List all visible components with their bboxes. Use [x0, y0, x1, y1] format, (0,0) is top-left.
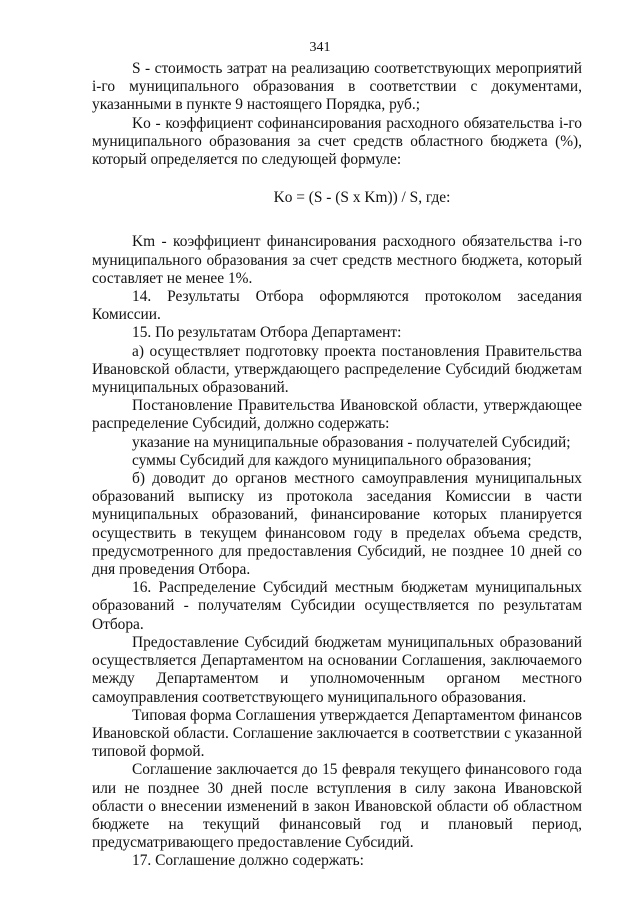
paragraph-15-a: а) осуществляет подготовку проекта постановления Правительства Ивановской области, утверждающего распределение Субсидий бюджетам муниципальных образований.: [92, 342, 582, 397]
paragraph-15-resolution: Постановление Правительства Ивановской области, утверждающее распределение Субсидий, должно содержать:: [92, 397, 582, 433]
ko-definition: Ko - коэффициент софинансирования расходного обязательства i-го муниципального образования за счет средств областного бюджета (%), который определяется по следующей формуле:: [92, 114, 582, 169]
paragraph-15-item-amounts: суммы Субсидий для каждого муниципального образования;: [132, 451, 532, 469]
km-definition: Km - коэффициент финансирования расходного обязательства i-го муниципального образования за счет средств местного бюджета, который составляет не менее 1%.: [92, 233, 582, 287]
page-number: 341: [309, 40, 331, 55]
formula-line: [92, 189, 582, 207]
paragraph-16-form: Типовая форма Соглашения утверждается Департаментом финансов Ивановской области. Соглашение заключается в соответствии с указанной типовой формой.: [92, 706, 582, 761]
paragraph-16: 16. Распределение Субсидий местным бюджетам муниципальных образований - получателям Субсидии осуществляется по результатам Отбора.: [92, 579, 582, 633]
paragraph-14: 14. Результаты Отбора оформляются протоколом заседания Комиссии.: [92, 288, 582, 324]
paragraph-15: 15. По результатам Отбора Департамент:: [132, 324, 402, 342]
paragraph-15-item-recipients: указание на муниципальные образования - получателей Субсидий;: [132, 433, 571, 451]
document-body: [92, 60, 582, 871]
paragraph-16-grant: Предоставление Субсидий бюджетам муниципальных образований осуществляется Департаментом на основании Соглашения, заключаемого между Департаментом и уполномоченным органом местного самоуправления соответствующего муниципального образования.: [92, 633, 582, 706]
formula-text: Ko = (S - (S x Km)) / S, где:: [273, 189, 451, 207]
s-definition: S - стоимость затрат на реализацию соответствующих мероприятий i-го муниципального образования в соответствии с документами, указанными в пункте 9 настоящего Порядка, руб.;: [92, 60, 582, 114]
paragraph-17: 17. Соглашение должно содержать:: [132, 852, 364, 870]
paragraph-16-deadline: Соглашение заключается до 15 февраля текущего финансового года или не позднее 30 дней после вступления в силу закона Ивановской области о внесении изменений в закон Ивановской области об областном бюджете на текущий финансовый год и плановый период, предусматривающего предоставление Субсидий.: [92, 761, 582, 852]
paragraph-15-b: б) доводит до органов местного самоуправления муниципальных образований выписку из протокола заседания Комиссии в части муниципальных образований, финансирование которых планируется осуществить в текущем финансовом году в пределах объема средств, предусмотренного для предоставления Субсидий, не позднее 10 дней со дня проведения Отбора.: [92, 470, 582, 579]
